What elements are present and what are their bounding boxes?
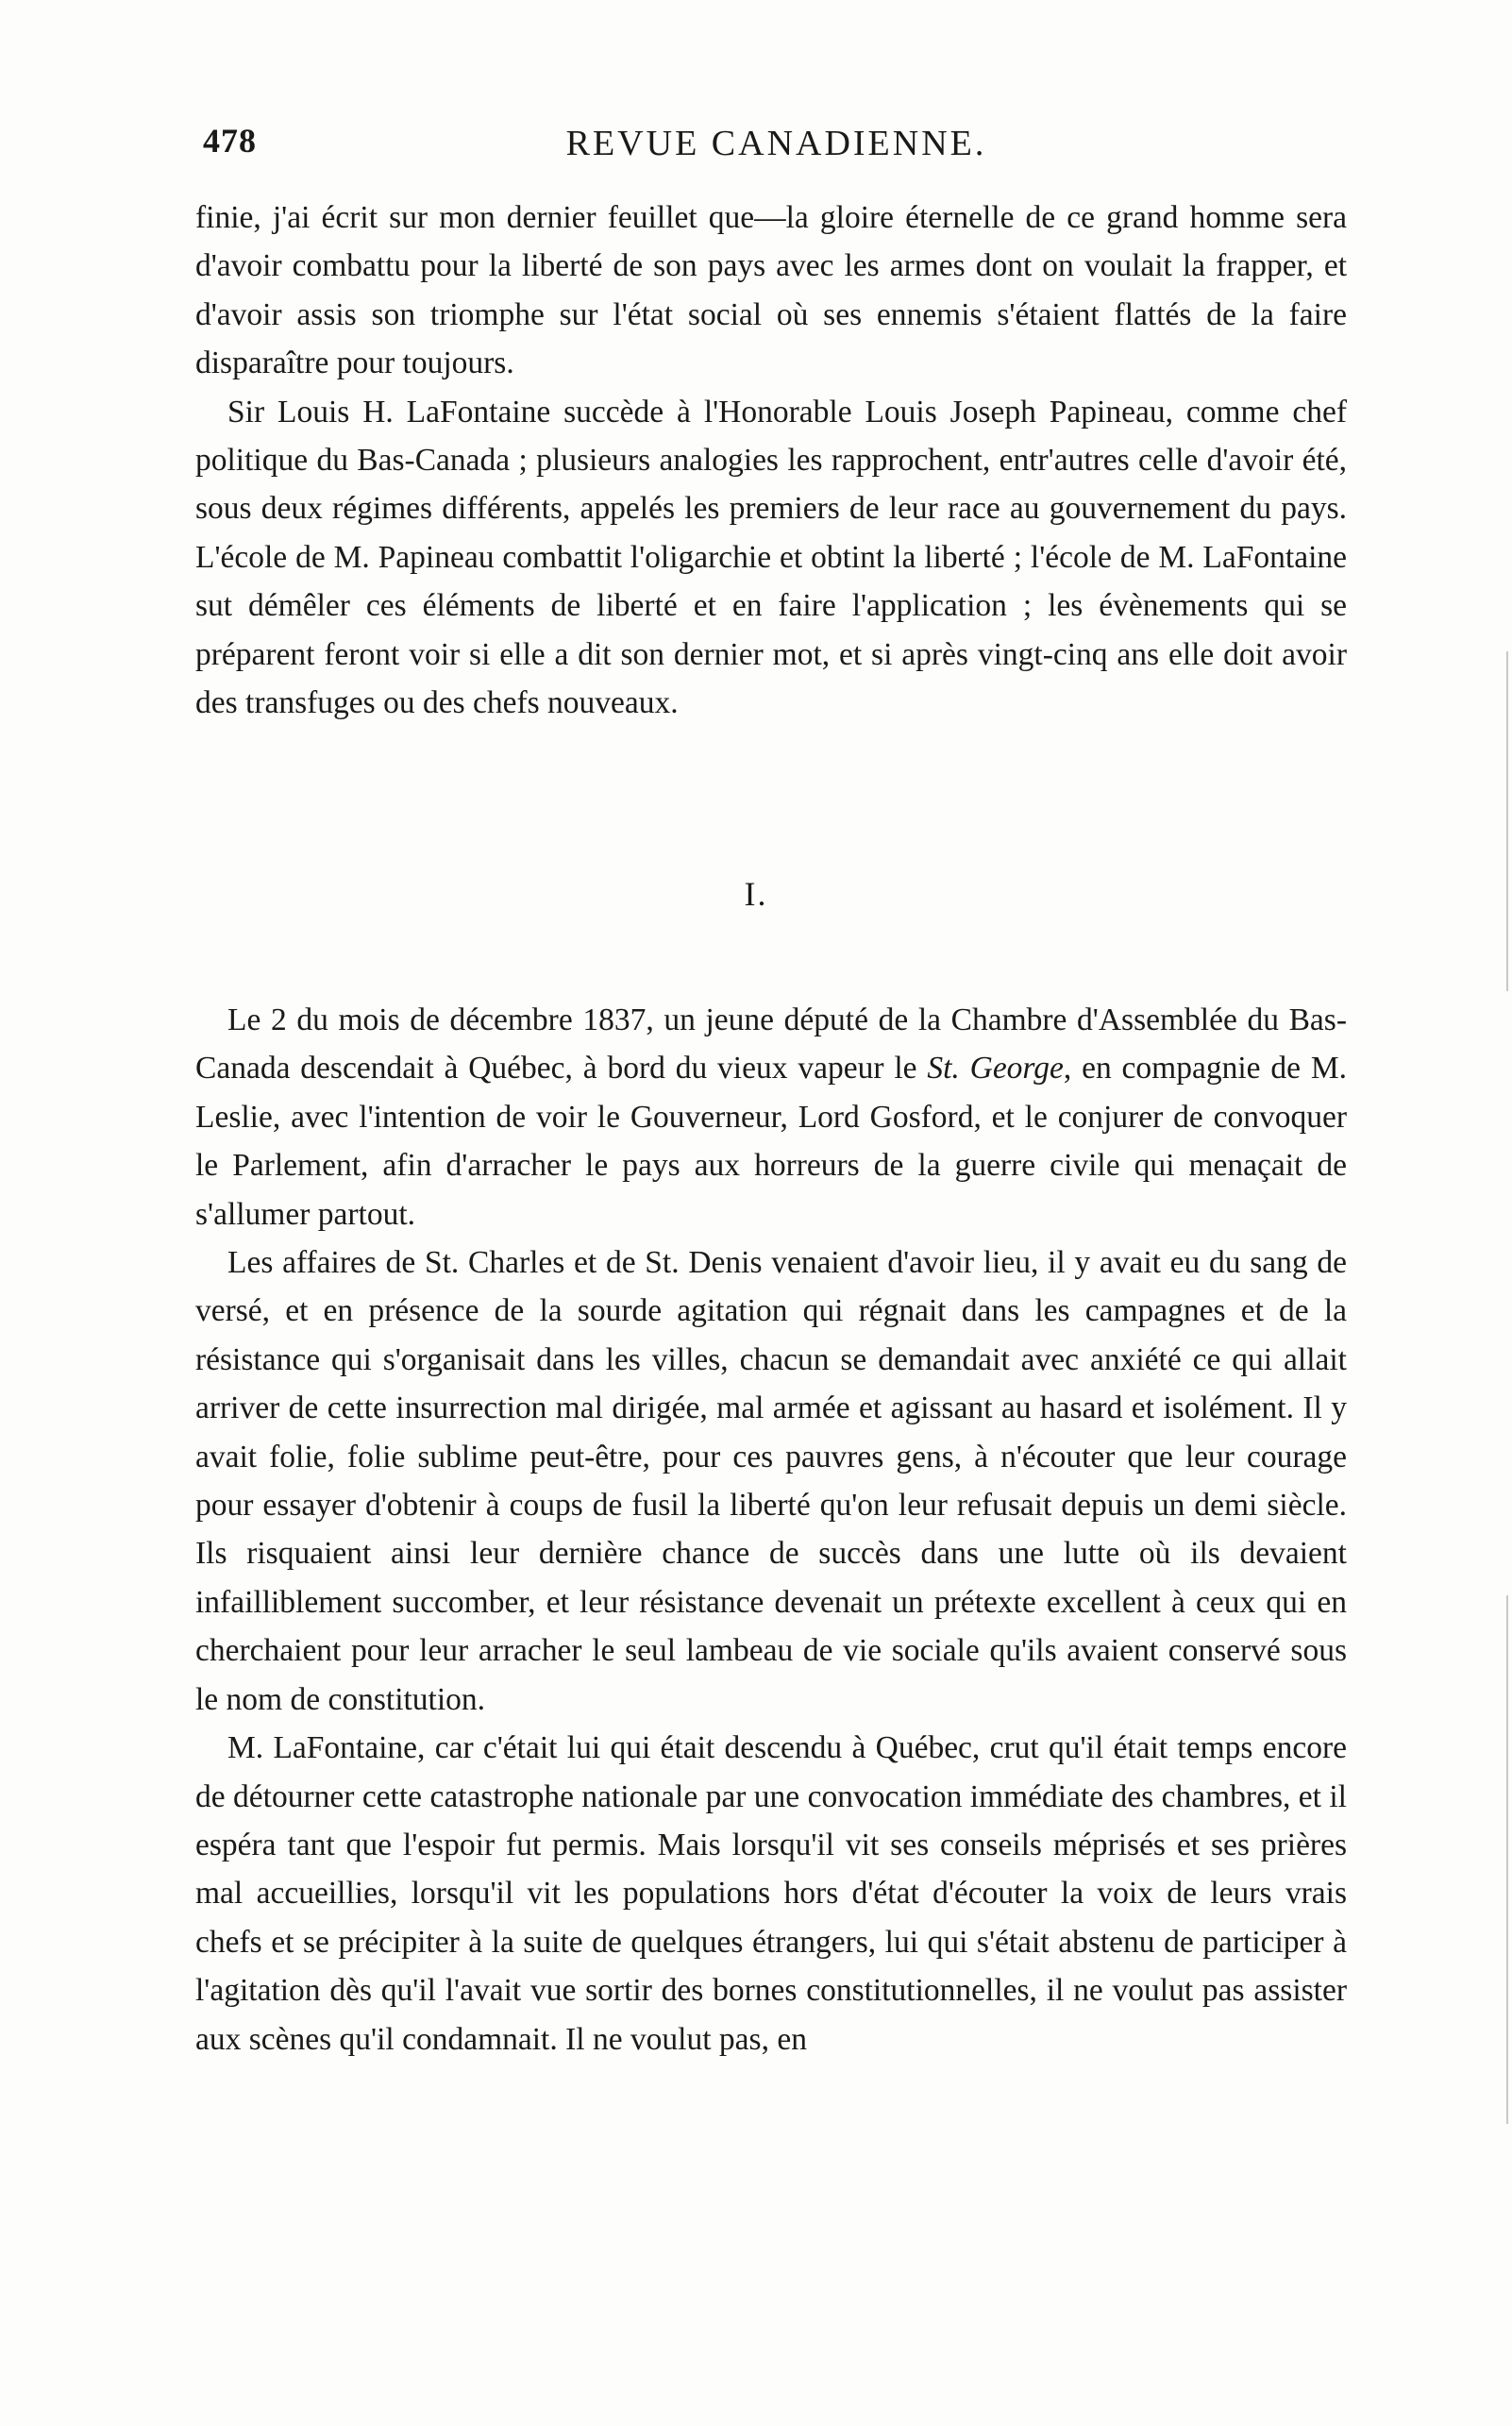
paragraph-continuation: finie, j'ai écrit sur mon dernier feuillet que—la gloire éternelle de ce grand homme sera d'avoir combattu pour la liberté de son pays avec les armes dont on voulait la frapper, et d'avoir assis son triomphe sur l'état social où ses ennemis s'étaient flattés de la faire disparaître pour toujours.: [195, 200, 1347, 381]
page-edge-shadow: [1506, 1595, 1508, 2124]
page-number: 478: [203, 122, 257, 160]
paragraph: M. LaFontaine, car c'était lui qui était descendu à Québec, crut qu'il était temps encore de détourner cette catastrophe nationale par une convocation immédiate des chambres, et il espéra tant que l'espoir fut permis. Mais lorsqu'il vit ses conseils méprisés et ses prières mal accueillies, lorsqu'il vit les populations hors d'état d'écouter la voix de leurs vrais chefs et se précipiter à la suite de quelques étrangers, lui qui s'était abstenu de participer à l'agitation dès qu'il l'avait vue sortir des bornes constitutionnelles, il ne voulut pas assister aux scènes qu'il condamnait. Il ne voulut pas, en: [195, 1730, 1347, 2057]
running-title: REVUE CANADIENNE.: [565, 124, 987, 163]
intro-text: [195, 194, 1347, 727]
paragraph: Sir Louis H. LaFontaine succède à l'Honorable Louis Joseph Papineau, comme chef politique du Bas-Canada ; plusieurs analogies les rapprochent, entr'autres celle d'avoir été, sous deux régimes différents, appelés les premiers de leur race au gouvernement du pays. L'école de M. Papineau combattit l'oligarchie et obtint la liberté ; l'école de M. LaFontaine sut démêler ces éléments de liberté et en faire l'application ; les évènements qui se préparent feront voir si elle a dit son dernier mot, et si après vingt-cinq ans elle doit avoir des transfuges ou des chefs nouveaux.: [195, 394, 1347, 721]
section-body: [195, 996, 1347, 2064]
page-header: [203, 121, 1350, 177]
page-edge-shadow: [1506, 651, 1508, 991]
paragraph: Les affaires de St. Charles et de St. Denis venaient d'avoir lieu, il y avait eu du sang de versé, et en présence de la sourde agitation qui régnait dans les campagnes et de la résistance qui s'organisait dans les villes, chacun se demandait avec anxiété ce qui allait arriver de cette insurrection mal dirigée, mal armée et agissant au hasard et isolément. Il y avait folie, folie sublime peut-être, pour ces pauvres gens, à n'écouter que leur courage pour essayer d'obtenir à coups de fusil la liberté qu'on leur refusait depuis un demi siècle. Ils risquaient ainsi leur dernière chance de succès dans une lutte où ils devaient infailliblement succomber, et leur résistance devenait un prétexte excellent à ceux qui en cherchaient pour leur arracher le seul lambeau de vie sociale qu'ils avaient conservé sous le nom de constitution.: [195, 1245, 1347, 1717]
section-heading: I.: [744, 875, 768, 913]
paragraph: Le 2 du mois de décembre 1837, un jeune député de la Chambre d'Assemblée du Bas-Canada descendait à Québec, à bord du vieux vapeur le St. George, en compagnie de M. Leslie, avec l'intention de voir le Gouverneur, Lord Gosford, et le conjurer de convoquer le Parlement, afin d'arracher le pays aux horreurs de la guerre civile qui menaçait de s'allumer partout.: [195, 1002, 1347, 1232]
